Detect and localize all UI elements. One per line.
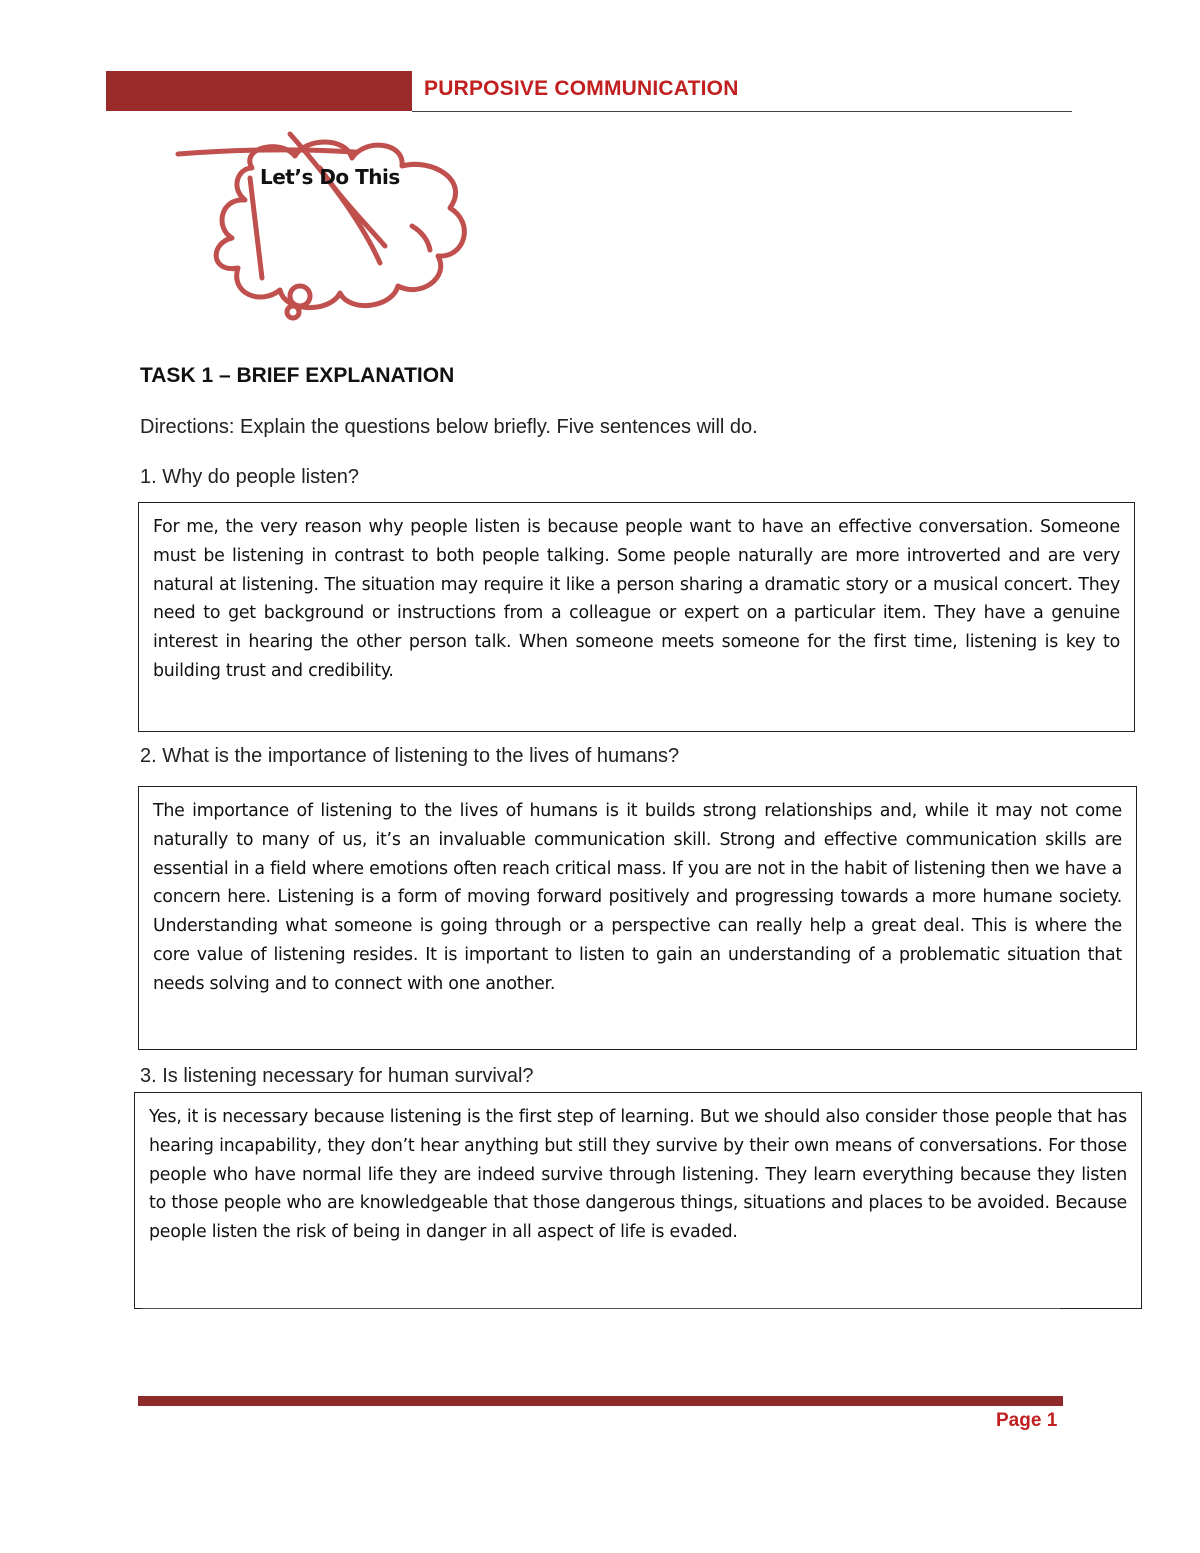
answer-text-2: The importance of listening to the lives of humans is it builds strong relationships and, while it may not come naturally to many of us, it’s an invaluable communication skill. Strong and effective communication skills are essential in a field where emotions often reach critical mass. If you are not in the habit of listening then we have a concern here. Listening is a form of moving forward positively and progressing towards a more humane society. Understanding what someone is going through or a perspective can really help a great deal. This is where the core value of listening resides. It is important to listen to gain an understanding of a problematic situation that needs solving and to connect with one another. bbox=[153, 801, 1122, 994]
answer-box-2[interactable] bbox=[138, 786, 1137, 1050]
task-directions: Directions: Explain the questions below briefly. Five sentences will do. bbox=[140, 416, 758, 438]
answer-text-3: Yes, it is necessary because listening is the first step of learning. But we should also consider those people that has hearing incapability, they don’t hear anything but still they survive by their own means of conversations. For those people who have normal life they are indeed survive through listening. They learn everything because they listen to those people who are knowledgeable that those dangerous things, situations and places to be avoided. Because people listen the risk of being in danger in all aspect of life is evaded. bbox=[149, 1107, 1127, 1243]
answer-text-1: For me, the very reason why people listen is because people want to have an effective conversation. Someone must be listening in contrast to both people talking. Some people naturally are more introverted and are very natural at listening. The situation may require it like a person sharing a dramatic story or a musical concert. They need to get background or instructions from a colleague or expert on a particular item. They have a genuine interest in hearing the other person talk. When someone meets someone for the first time, listening is key to building trust and credibility. bbox=[153, 517, 1120, 681]
thought-cloud-icon bbox=[170, 128, 480, 328]
question-1: 1. Why do people listen? bbox=[140, 466, 360, 488]
content-divider bbox=[142, 1308, 1060, 1309]
task-title: TASK 1 – BRIEF EXPLANATION bbox=[140, 364, 455, 387]
header-divider bbox=[412, 111, 1072, 112]
footer-accent-bar bbox=[138, 1396, 1063, 1406]
document-title: PURPOSIVE COMMUNICATION bbox=[424, 77, 739, 100]
page-number: Page 1 bbox=[996, 1410, 1058, 1431]
question-2: 2. What is the importance of listening to the lives of humans? bbox=[140, 745, 680, 767]
answer-box-1[interactable] bbox=[138, 502, 1135, 732]
answer-box-3[interactable] bbox=[134, 1092, 1142, 1309]
callout-label: Let’s Do This bbox=[260, 165, 400, 189]
header-accent-bar bbox=[106, 71, 412, 111]
question-3: 3. Is listening necessary for human survival? bbox=[140, 1065, 534, 1087]
